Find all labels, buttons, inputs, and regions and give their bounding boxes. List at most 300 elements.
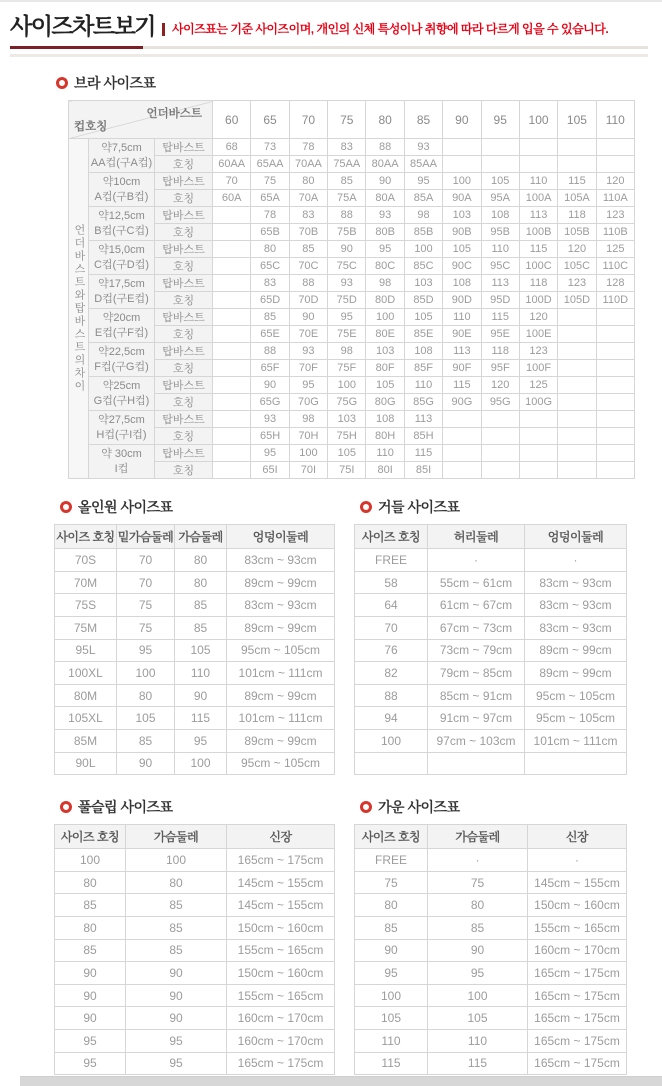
- bra-name-value: 85AA: [404, 156, 442, 173]
- bra-name-value: 110C: [596, 258, 634, 275]
- bra-name-value: [443, 462, 481, 479]
- bra-size-table: [68, 100, 635, 479]
- bullet-icon: [360, 501, 372, 513]
- bra-name-value: 95C: [481, 258, 519, 275]
- gown-row: [355, 962, 627, 985]
- fullslip-size-table: [54, 824, 335, 1075]
- cup-name-text: A컵(구B컵): [94, 190, 149, 203]
- bra-name-value: 75B: [328, 224, 366, 241]
- allinone-cell: 85: [117, 730, 175, 753]
- row-label-name: 호칭: [155, 360, 213, 377]
- allinone-cell: 83cm ~ 93cm: [227, 594, 335, 617]
- fullslip-cell: 80: [55, 871, 126, 894]
- row-label-topbust: 탑바스트: [155, 343, 213, 360]
- gown-table-slot: [354, 824, 626, 1075]
- bra-topbust-value: 103: [366, 343, 404, 360]
- gown-row: [355, 1052, 627, 1075]
- cup-name-text: AA컵(구A컵): [90, 156, 153, 169]
- page-note: 사이즈표는 기준 사이즈이며, 개인의 신체 특성이나 취향에 따라 다르게 입을 수 있습니다.: [172, 22, 609, 37]
- allinone-table-slot: [54, 524, 334, 775]
- fullslip-cell: 160cm ~ 170cm: [227, 1029, 335, 1052]
- bra-topbust-value: [558, 445, 596, 462]
- row-label-topbust: 탑바스트: [155, 411, 213, 428]
- bra-topbust-value: 113: [443, 343, 481, 360]
- bra-name-value: 90C: [443, 258, 481, 275]
- allinone-section-title: [60, 497, 334, 517]
- bra-name-value: [596, 156, 634, 173]
- note-separator-bar: [162, 23, 165, 36]
- page-header: [0, 2, 662, 57]
- gown-cell: 105: [355, 1007, 428, 1030]
- fullslip-cell: 90: [55, 984, 126, 1007]
- bra-topbust-value: 113: [519, 207, 557, 224]
- bra-name-value: 95F: [481, 360, 519, 377]
- bra-topbust-value: 115: [404, 445, 442, 462]
- fullslip-col-header: 사이즈 호칭: [55, 825, 126, 849]
- bra-topbust-row: [69, 377, 635, 394]
- row-label-topbust: 탑바스트: [155, 139, 213, 156]
- bra-name-value: 70AA: [289, 156, 327, 173]
- fullslip-cell: 85: [126, 939, 227, 962]
- bra-name-value: 100B: [519, 224, 557, 241]
- bra-topbust-value: [213, 207, 251, 224]
- fullslip-cell: 165cm ~ 175cm: [227, 1052, 335, 1075]
- fullslip-row: [55, 1052, 335, 1075]
- bra-topbust-value: [596, 309, 634, 326]
- bra-name-value: 90E: [443, 326, 481, 343]
- bra-topbust-value: 113: [481, 275, 519, 292]
- horizontal-scrollbar[interactable]: [20, 1076, 662, 1086]
- allinone-cell: 83cm ~ 93cm: [227, 549, 335, 572]
- bra-name-value: 70G: [289, 394, 327, 411]
- bra-topbust-value: 93: [404, 139, 442, 156]
- allinone-cell: 75M: [55, 617, 117, 640]
- bra-name-value: 100D: [519, 292, 557, 309]
- fullslip-cell: 160cm ~ 170cm: [227, 1007, 335, 1030]
- bra-col-header-85: 85: [404, 101, 442, 139]
- gown-cell: 165cm ~ 175cm: [528, 1029, 627, 1052]
- bra-topbust-value: 88: [289, 275, 327, 292]
- row-label-name: 호칭: [155, 462, 213, 479]
- bra-topbust-value: 85: [289, 241, 327, 258]
- allinone-header-row: [55, 525, 335, 549]
- bra-topbust-value: 110: [519, 173, 557, 190]
- bra-topbust-value: 90: [289, 309, 327, 326]
- girdle-cell: ·: [525, 549, 627, 572]
- girdle-cell: 61cm ~ 67cm: [428, 594, 525, 617]
- gown-cell: 110: [428, 1029, 528, 1052]
- bra-topbust-value: [443, 139, 481, 156]
- allinone-cell: 95L: [55, 639, 117, 662]
- bra-topbust-value: 93: [289, 343, 327, 360]
- girdle-row: [355, 662, 627, 685]
- bra-col-header-110: 110: [596, 101, 634, 139]
- bra-name-value: 65H: [251, 428, 289, 445]
- gown-col-header: 사이즈 호칭: [355, 825, 428, 849]
- girdle-cell: 82: [355, 662, 428, 685]
- bra-topbust-value: 108: [481, 207, 519, 224]
- cup-diff-text: 약 30cm: [101, 447, 142, 460]
- row-label-topbust: 탑바스트: [155, 275, 213, 292]
- allinone-cell: 80: [175, 549, 227, 572]
- bra-topbust-value: 85: [328, 173, 366, 190]
- gown-cell: 110: [355, 1029, 428, 1052]
- allinone-cell: 89cm ~ 99cm: [227, 617, 335, 640]
- allinone-title-text: 올인원 사이즈표: [78, 499, 173, 516]
- gown-cell: 90: [355, 939, 428, 962]
- bra-topbust-value: 108: [404, 343, 442, 360]
- bra-topbust-value: 100: [443, 173, 481, 190]
- row-label-topbust: 탑바스트: [155, 241, 213, 258]
- bra-name-value: 90D: [443, 292, 481, 309]
- bra-cup-label: [89, 207, 155, 241]
- girdle-cell: 97cm ~ 103cm: [428, 730, 525, 753]
- girdle-cell: 95cm ~ 105cm: [525, 684, 627, 707]
- fullslip-cell: 90: [126, 962, 227, 985]
- girdle-row: [355, 707, 627, 730]
- bra-col-header-95: 95: [481, 101, 519, 139]
- bra-name-value: [481, 156, 519, 173]
- bra-topbust-value: 125: [519, 377, 557, 394]
- allinone-section: [54, 497, 334, 775]
- bra-topbust-value: 95: [251, 445, 289, 462]
- girdle-cell: 91cm ~ 97cm: [428, 707, 525, 730]
- allinone-row: [55, 571, 335, 594]
- row-label-topbust: 탑바스트: [155, 173, 213, 190]
- bra-name-value: [213, 394, 251, 411]
- bra-name-value: 70C: [289, 258, 327, 275]
- allinone-cell: 90: [175, 684, 227, 707]
- bra-name-value: 105C: [558, 258, 596, 275]
- row-label-topbust: 탑바스트: [155, 445, 213, 462]
- allinone-cell: 95cm ~ 105cm: [227, 752, 335, 775]
- bra-name-value: 90G: [443, 394, 481, 411]
- girdle-cell: 100: [355, 730, 428, 753]
- bra-topbust-value: 75: [251, 173, 289, 190]
- bra-name-value: 65G: [251, 394, 289, 411]
- bra-col-header-75: 75: [328, 101, 366, 139]
- corner-label-underbust: 언더바스트: [146, 108, 203, 121]
- allinone-cell: 80: [117, 684, 175, 707]
- bra-name-value: 75F: [328, 360, 366, 377]
- row-label-name: 호칭: [155, 394, 213, 411]
- bra-name-value: 80AA: [366, 156, 404, 173]
- gown-row: [355, 917, 627, 940]
- bra-name-value: 65E: [251, 326, 289, 343]
- cup-diff-text: 약20cm: [102, 311, 141, 324]
- bra-topbust-value: 118: [558, 207, 596, 224]
- girdle-cell: 94: [355, 707, 428, 730]
- gown-cell: 75: [355, 871, 428, 894]
- fullslip-cell: 90: [126, 984, 227, 1007]
- fullslip-cell: 90: [55, 1007, 126, 1030]
- allinone-cell: 75S: [55, 594, 117, 617]
- gown-title-text: 가운 사이즈표: [378, 799, 460, 816]
- bra-name-value: [213, 462, 251, 479]
- fullslip-cell: 90: [126, 1007, 227, 1030]
- girdle-cell: 95cm ~ 105cm: [525, 707, 627, 730]
- gown-size-table: [354, 824, 627, 1075]
- bra-topbust-value: 93: [366, 207, 404, 224]
- bra-name-value: [519, 462, 557, 479]
- bra-name-value: 70I: [289, 462, 327, 479]
- size-tables-grid: [54, 497, 662, 1075]
- allinone-col-header: 가슴둘레: [175, 525, 227, 549]
- row-label-topbust: 탑바스트: [155, 309, 213, 326]
- cup-name-text: I컵: [114, 462, 129, 475]
- bra-name-value: 80D: [366, 292, 404, 309]
- fullslip-cell: 165cm ~ 175cm: [227, 849, 335, 872]
- fullslip-cell: 150cm ~ 160cm: [227, 962, 335, 985]
- bra-topbust-value: 90: [328, 241, 366, 258]
- fullslip-cell: 145cm ~ 155cm: [227, 871, 335, 894]
- gown-cell: 145cm ~ 155cm: [528, 871, 627, 894]
- allinone-cell: 105XL: [55, 707, 117, 730]
- cup-name-text: E컵(구F컵): [94, 326, 149, 339]
- bra-name-value: 80H: [366, 428, 404, 445]
- cup-diff-text: 약27,5cm: [98, 413, 145, 426]
- girdle-cell: 55cm ~ 61cm: [428, 571, 525, 594]
- gown-cell: 75: [428, 871, 528, 894]
- bra-name-value: [558, 394, 596, 411]
- bra-name-value: [596, 462, 634, 479]
- bra-topbust-value: 95: [289, 377, 327, 394]
- bra-header-row: [69, 101, 635, 139]
- bra-name-value: [558, 326, 596, 343]
- girdle-cell: 76: [355, 639, 428, 662]
- girdle-row: [355, 594, 627, 617]
- bra-name-value: 75AA: [328, 156, 366, 173]
- girdle-cell: [525, 752, 627, 775]
- allinone-col-header: 밑가슴둘레: [117, 525, 175, 549]
- allinone-cell: 75: [117, 594, 175, 617]
- title-underline-track: [10, 46, 648, 49]
- gown-cell: 115: [428, 1052, 528, 1075]
- bra-col-header-105: 105: [558, 101, 596, 139]
- allinone-cell: 101cm ~ 111cm: [227, 662, 335, 685]
- fullslip-section-title: [60, 797, 334, 817]
- bra-cup-label: [89, 241, 155, 275]
- bra-topbust-value: 118: [481, 343, 519, 360]
- bra-topbust-value: 90: [251, 377, 289, 394]
- bra-col-header-90: 90: [443, 101, 481, 139]
- girdle-cell: 88: [355, 684, 428, 707]
- bra-topbust-value: [596, 343, 634, 360]
- allinone-row: [55, 617, 335, 640]
- gown-col-header: 신장: [528, 825, 627, 849]
- bra-cup-label: [89, 139, 155, 173]
- bra-topbust-row: [69, 173, 635, 190]
- fullslip-cell: 85: [126, 894, 227, 917]
- allinone-cell: 89cm ~ 99cm: [227, 571, 335, 594]
- cup-diff-text: 약7,5cm: [101, 141, 142, 154]
- bra-name-value: 75I: [328, 462, 366, 479]
- row-label-name: 호칭: [155, 190, 213, 207]
- bra-name-value: 65D: [251, 292, 289, 309]
- bra-name-value: 105B: [558, 224, 596, 241]
- bra-name-value: 85C: [404, 258, 442, 275]
- bra-topbust-value: 115: [443, 377, 481, 394]
- bra-topbust-value: [596, 411, 634, 428]
- bra-topbust-value: 100: [328, 377, 366, 394]
- bra-name-value: 80B: [366, 224, 404, 241]
- bra-topbust-value: [519, 411, 557, 428]
- gown-row: [355, 984, 627, 1007]
- bra-name-value: 75G: [328, 394, 366, 411]
- bra-name-value: 95D: [481, 292, 519, 309]
- bra-name-value: 110B: [596, 224, 634, 241]
- allinone-cell: 105: [175, 639, 227, 662]
- girdle-cell: 73cm ~ 79cm: [428, 639, 525, 662]
- bra-topbust-value: 105: [328, 445, 366, 462]
- bullet-icon: [60, 801, 72, 813]
- allinone-row: [55, 549, 335, 572]
- bra-topbust-value: 98: [289, 411, 327, 428]
- bra-topbust-value: [443, 411, 481, 428]
- bra-topbust-value: 90: [366, 173, 404, 190]
- row-label-name: 호칭: [155, 292, 213, 309]
- gown-cell: 80: [355, 894, 428, 917]
- bra-name-value: 70D: [289, 292, 327, 309]
- girdle-cell: 58: [355, 571, 428, 594]
- gown-cell: 80: [428, 894, 528, 917]
- girdle-cell: 64: [355, 594, 428, 617]
- gown-header-row: [355, 825, 627, 849]
- cup-name-text: G컵(구H컵): [93, 394, 150, 407]
- bra-topbust-value: [213, 377, 251, 394]
- bra-name-value: 85E: [404, 326, 442, 343]
- bra-name-value: 90B: [443, 224, 481, 241]
- bra-topbust-value: 115: [481, 309, 519, 326]
- bra-name-value: [443, 156, 481, 173]
- bra-name-value: 65B: [251, 224, 289, 241]
- bra-name-value: 85G: [404, 394, 442, 411]
- cup-name-text: B컵(구C컵): [94, 224, 149, 237]
- bra-name-value: [519, 156, 557, 173]
- gown-cell: 95: [428, 962, 528, 985]
- bra-name-value: 70A: [289, 190, 327, 207]
- fullslip-col-header: 가슴둘레: [126, 825, 227, 849]
- title-underline: [10, 46, 143, 49]
- bra-topbust-value: [519, 139, 557, 156]
- bra-name-value: [481, 428, 519, 445]
- bra-name-value: [213, 360, 251, 377]
- fullslip-cell: 95: [55, 1052, 126, 1075]
- bra-topbust-value: [558, 411, 596, 428]
- bra-name-value: 95E: [481, 326, 519, 343]
- fullslip-cell: 85: [55, 894, 126, 917]
- bra-topbust-value: 98: [366, 275, 404, 292]
- girdle-cell: 89cm ~ 99cm: [525, 639, 627, 662]
- fullslip-cell: 100: [126, 849, 227, 872]
- gown-cell: 115: [355, 1052, 428, 1075]
- allinone-size-table: [54, 524, 335, 775]
- bra-topbust-value: 70: [213, 173, 251, 190]
- gown-cell: 90: [428, 939, 528, 962]
- gown-row: [355, 871, 627, 894]
- fullslip-section: [54, 797, 334, 1075]
- bra-name-value: 60AA: [213, 156, 251, 173]
- bra-topbust-value: 88: [328, 207, 366, 224]
- bra-topbust-row: [69, 207, 635, 224]
- bullet-icon: [56, 77, 68, 89]
- bra-topbust-row: [69, 343, 635, 360]
- row-label-name: 호칭: [155, 224, 213, 241]
- allinone-cell: 90L: [55, 752, 117, 775]
- bra-topbust-value: 68: [213, 139, 251, 156]
- cup-name-text: C컵(구D컵): [93, 258, 150, 271]
- bra-name-value: 80E: [366, 326, 404, 343]
- bra-topbust-value: 100: [366, 309, 404, 326]
- gown-row: [355, 849, 627, 872]
- bra-name-value: 70H: [289, 428, 327, 445]
- bra-topbust-value: [213, 411, 251, 428]
- bra-topbust-value: [596, 139, 634, 156]
- fullslip-cell: 150cm ~ 160cm: [227, 917, 335, 940]
- bra-name-value: 65I: [251, 462, 289, 479]
- fullslip-cell: 90: [55, 962, 126, 985]
- allinone-cell: 85: [175, 594, 227, 617]
- gown-row: [355, 1007, 627, 1030]
- girdle-row: [355, 571, 627, 594]
- bra-name-value: 80I: [366, 462, 404, 479]
- gown-section-title: [360, 797, 626, 817]
- bra-topbust-value: 105: [366, 377, 404, 394]
- bra-name-value: 100E: [519, 326, 557, 343]
- bra-name-value: [596, 394, 634, 411]
- bra-topbust-value: 108: [443, 275, 481, 292]
- bra-name-value: 85D: [404, 292, 442, 309]
- cup-diff-text: 약25cm: [102, 379, 141, 392]
- bra-topbust-value: [481, 411, 519, 428]
- bra-topbust-value: 115: [519, 241, 557, 258]
- cup-name-text: H컵(구I컵): [96, 428, 147, 441]
- bra-name-value: 110D: [596, 292, 634, 309]
- allinone-cell: 80: [175, 571, 227, 594]
- gown-cell: 85: [428, 917, 528, 940]
- allinone-col-header: 엉덩이둘레: [227, 525, 335, 549]
- bra-name-value: 75E: [328, 326, 366, 343]
- cup-diff-text: 약12,5cm: [98, 209, 145, 222]
- bra-topbust-value: 80: [251, 241, 289, 258]
- bra-topbust-value: [558, 377, 596, 394]
- bra-cup-label: [89, 377, 155, 411]
- fullslip-table-slot: [54, 824, 334, 1075]
- gown-cell: 100: [355, 984, 428, 1007]
- girdle-cell: 67cm ~ 73cm: [428, 617, 525, 640]
- header-row: [10, 14, 648, 39]
- girdle-size-table: [354, 524, 627, 775]
- bra-topbust-value: 105: [481, 173, 519, 190]
- bra-topbust-value: [443, 445, 481, 462]
- bra-name-value: 85F: [404, 360, 442, 377]
- bra-topbust-value: 120: [481, 377, 519, 394]
- bra-name-value: [558, 462, 596, 479]
- bra-name-value: [596, 428, 634, 445]
- bra-name-value: [213, 258, 251, 275]
- fullslip-row: [55, 939, 335, 962]
- bra-topbust-value: 110: [404, 377, 442, 394]
- bra-name-value: 90A: [443, 190, 481, 207]
- fullslip-cell: 95: [126, 1029, 227, 1052]
- fullslip-row: [55, 871, 335, 894]
- gown-cell: ·: [528, 849, 627, 872]
- bra-topbust-value: [481, 445, 519, 462]
- bra-topbust-value: 80: [289, 173, 327, 190]
- girdle-cell: 79cm ~ 85cm: [428, 662, 525, 685]
- allinone-cell: 115: [175, 707, 227, 730]
- bra-topbust-value: 103: [404, 275, 442, 292]
